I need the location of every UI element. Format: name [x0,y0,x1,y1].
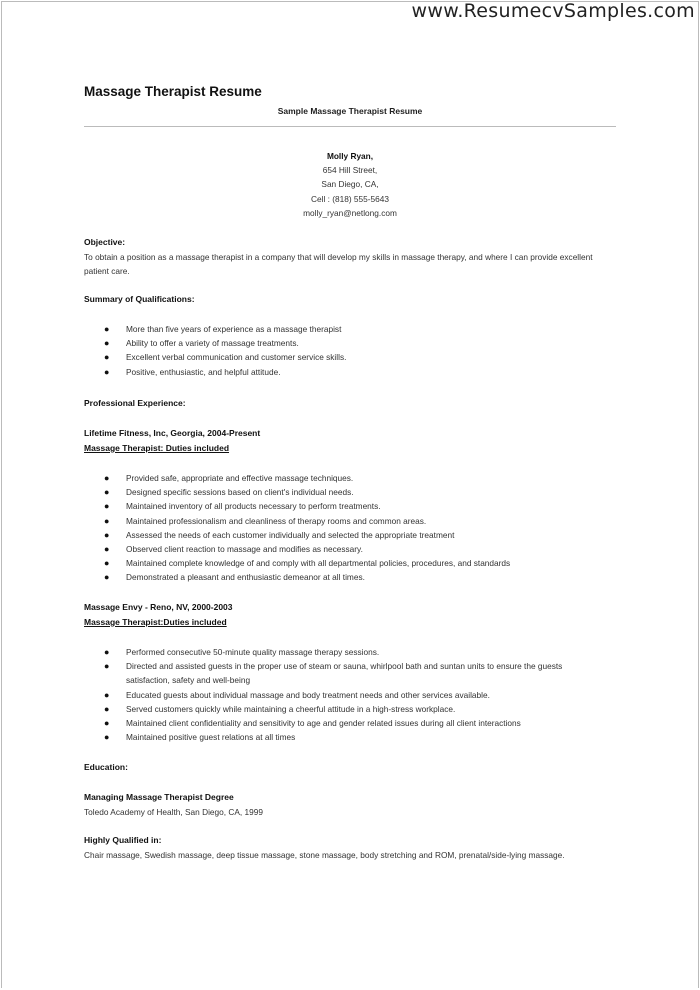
contact-email: molly_ryan@netlong.com [303,207,397,218]
objective-heading: Objective: [84,237,126,247]
item-text: Served customers quickly while maintaining a cheerful attitude in a high-stress workplace. [126,703,456,714]
item-text: Excellent verbal communication and customer service skills. [126,352,347,363]
bullet-icon: ● [104,703,110,714]
bullet-icon: ● [104,487,110,498]
education-school: Toledo Academy of Health, San Diego, CA, 1999 [84,807,263,817]
bullet-icon: ● [104,501,110,512]
bullet-icon: ● [104,544,110,555]
contact-city: San Diego, CA, [321,179,379,190]
contact-phone: Cell : (818) 555-5643 [311,193,389,204]
list-item [104,645,604,659]
job-company: Lifetime Fitness, Inc, Georgia, 2004-Present [84,428,261,438]
summary-list [104,322,604,379]
job-role: Massage Therapist:Duties included [84,617,227,627]
item-text: Performed consecutive 50-minute quality massage therapy sessions. [126,647,380,657]
list-item [104,542,604,556]
item-text: Directed and assisted guests in the proper use of steam or sauna, whirlpool bath and suntan units to ensure the guests satisfaction, safety and well-being [126,661,563,686]
item-text: Educated guests about individual massage and body treatment needs and other services available. [126,689,490,700]
item-text: Maintained positive guest relations at all times [126,732,296,743]
bullet-icon: ● [104,515,110,526]
item-text: Observed client reaction to massage and modifies as necessary. [126,544,363,555]
divider [84,126,616,127]
job-duties-list [104,471,604,585]
bullet-icon: ● [104,689,110,700]
experience-heading: Professional Experience: [84,398,186,408]
list-item [104,322,604,336]
item-text: Demonstrated a pleasant and enthusiastic demeanor at all times. [126,572,365,583]
bullet-icon: ● [104,647,110,657]
qualified-text: Chair massage, Swedish massage, deep tissue massage, stone massage, body stretching and ROM, prenatal/side-lying massage. [84,850,565,860]
job-duties-list [104,645,604,744]
list-item [104,570,604,584]
list-item [104,485,604,499]
page-title: Massage Therapist Resume [84,84,262,99]
education-heading: Education: [84,762,128,772]
item-text: Maintained professionalism and cleanliness of therapy rooms and common areas. [126,515,427,526]
qualified-heading: Highly Qualified in: [84,835,162,845]
item-text: Positive, enthusiastic, and helpful attitude. [126,366,281,377]
bullet-icon: ● [104,718,110,729]
item-text: Designed specific sessions based on client's individual needs. [126,487,354,498]
job-company: Massage Envy - Reno, NV, 2000-2003 [84,602,233,612]
list-item [104,514,604,528]
bullet-icon: ● [104,529,110,540]
job-role: Massage Therapist: Duties included [84,443,230,453]
item-text: Assessed the needs of each customer individually and selected the appropriate treatment [126,529,455,540]
bullet-icon: ● [104,572,110,583]
bullet-icon: ● [104,338,110,349]
item-text: Maintained client confidentiality and sensitivity to age and gender related issues during all client interactions [126,718,521,729]
list-item [104,659,604,687]
list-item [104,702,604,716]
bullet-icon: ● [104,473,110,483]
list-item [104,556,604,570]
list-item [104,471,604,485]
bullet-icon: ● [104,352,110,363]
education-degree: Managing Massage Therapist Degree [84,792,234,802]
bullet-icon: ● [104,558,110,569]
item-text: More than five years of experience as a massage therapist [126,324,342,334]
contact-block [84,149,616,220]
contact-name: Molly Ryan, [326,151,374,161]
list-item [104,688,604,702]
list-item [104,499,604,513]
item-text: Maintained complete knowledge of and comply with all departmental policies, procedures, and standards [126,558,511,569]
list-item [104,336,604,350]
bullet-icon: ● [104,732,110,743]
bullet-icon: ● [104,366,110,377]
bullet-icon: ● [104,324,110,334]
list-item [104,365,604,379]
list-item [104,716,604,730]
objective-text: To obtain a position as a massage therapist in a company that will develop my skills in massage therapy, and where I can provide excellent patient care. [84,252,593,277]
watermark: www.ResumecvSamples.com [411,0,695,22]
list-item [104,730,604,744]
bullet-icon: ● [104,661,110,672]
list-item [104,350,604,364]
subtitle: Sample Massage Therapist Resume [277,106,423,116]
item-text: Provided safe, appropriate and effective massage techniques. [126,473,354,483]
item-text: Maintained inventory of all products necessary to perform treatments. [126,501,381,512]
contact-street: 654 Hill Street, [322,165,378,176]
item-text: Ability to offer a variety of massage treatments. [126,338,299,349]
list-item [104,528,604,542]
summary-heading: Summary of Qualifications: [84,294,195,304]
